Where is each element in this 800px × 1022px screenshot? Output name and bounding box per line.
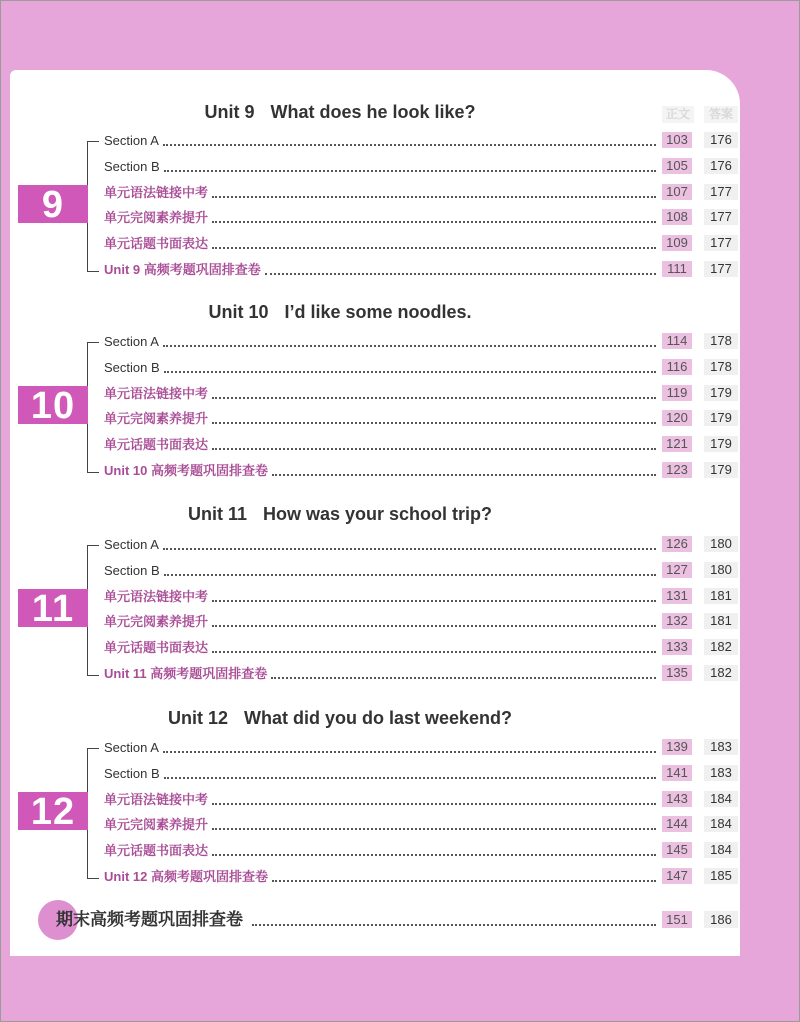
- toc-entry[interactable]: [104, 384, 744, 404]
- toc-entry[interactable]: [104, 358, 744, 378]
- unit-bracket: [87, 141, 99, 272]
- toc-entry-page[interactable]: 119: [662, 385, 692, 401]
- toc-entry-answer-page: 179: [704, 462, 738, 478]
- toc-entry[interactable]: [104, 867, 744, 887]
- toc-entry[interactable]: [104, 234, 744, 254]
- toc-entry-page[interactable]: 116: [662, 359, 692, 375]
- leader-dots: [212, 196, 656, 198]
- leader-dots: [163, 144, 656, 146]
- toc-entry-answer-page: 179: [704, 385, 738, 401]
- unit-9-badge: 9: [18, 185, 88, 223]
- leader-dots: [252, 924, 656, 926]
- leader-dots: [164, 777, 656, 779]
- toc-entry[interactable]: [104, 738, 744, 758]
- toc-entry-answer-page: 178: [704, 333, 738, 349]
- toc-entry[interactable]: [104, 332, 744, 352]
- leader-dots: [212, 854, 656, 856]
- toc-entry-page[interactable]: 105: [662, 158, 692, 174]
- toc-entry-page[interactable]: 123: [662, 462, 692, 478]
- toc-entry-label[interactable]: 单元语法链接中考: [104, 385, 209, 401]
- unit-title-text: I’d like some noodles.: [284, 302, 472, 322]
- toc-entry-page[interactable]: 121: [662, 436, 692, 452]
- leader-dots: [265, 273, 656, 275]
- toc-entry[interactable]: [104, 815, 744, 835]
- toc-entry-answer-page: 180: [704, 536, 738, 552]
- toc-entry-page[interactable]: 147: [662, 868, 692, 884]
- toc-entry-answer-page: 184: [704, 842, 738, 858]
- unit-11-title: [0, 504, 680, 525]
- unit-10-title: [0, 302, 680, 323]
- toc-entry-page[interactable]: 109: [662, 235, 692, 251]
- toc-entry[interactable]: [104, 208, 744, 228]
- leader-dots: [272, 474, 656, 476]
- toc-entry-label[interactable]: 单元完阅素养提升: [104, 614, 209, 630]
- toc-entry-page[interactable]: 141: [662, 765, 692, 781]
- toc-entry-page[interactable]: 143: [662, 791, 692, 807]
- final-exam-page[interactable]: 151: [662, 911, 692, 928]
- leader-dots: [164, 170, 656, 172]
- toc-entry-answer-page: 182: [704, 639, 738, 655]
- toc-entry-answer-page: 179: [704, 410, 738, 426]
- toc-entry-page[interactable]: 120: [662, 410, 692, 426]
- leader-dots: [163, 548, 656, 550]
- unit-bracket: [87, 545, 99, 676]
- toc-entry-answer-page: 181: [704, 588, 738, 604]
- unit-title-text: What did you do last weekend?: [243, 708, 513, 728]
- toc-entry-answer-page: 180: [704, 562, 738, 578]
- leader-dots: [271, 677, 656, 679]
- toc-entry-label[interactable]: 单元完阅素养提升: [104, 817, 209, 833]
- toc-entry-page[interactable]: 127: [662, 562, 692, 578]
- toc-entry-answer-page: 177: [704, 209, 738, 225]
- unit-11-badge: 11: [18, 589, 88, 627]
- toc-entry-answer-page: 182: [704, 665, 738, 681]
- toc-entry-label[interactable]: 单元完阅素养提升: [104, 411, 209, 427]
- toc-entry-label[interactable]: Section B: [104, 562, 160, 578]
- toc-entry-answer-page: 184: [704, 791, 738, 807]
- leader-dots: [212, 803, 656, 805]
- toc-entry-label[interactable]: Section A: [104, 133, 159, 148]
- toc-entry-page[interactable]: 103: [662, 132, 692, 148]
- leader-dots: [163, 345, 656, 347]
- toc-entry-label[interactable]: 单元语法链接中考: [104, 184, 209, 200]
- toc-entry-label[interactable]: Section A: [104, 537, 159, 552]
- toc-entry-label[interactable]: 单元话题书面表达: [104, 437, 209, 453]
- unit-title-number: Unit 10: [208, 302, 269, 322]
- toc-entry-label[interactable]: Section B: [104, 158, 160, 174]
- toc-entry[interactable]: [104, 260, 744, 280]
- unit-title-number: Unit 11: [187, 504, 247, 524]
- unit-title-text: How was your school trip?: [263, 504, 493, 524]
- toc-entry-label[interactable]: Unit 11 高频考题巩固排查卷: [104, 666, 268, 681]
- toc-entry-label[interactable]: 单元话题书面表达: [104, 843, 209, 859]
- toc-entry[interactable]: [104, 841, 744, 861]
- toc-entry-answer-page: 184: [704, 816, 738, 832]
- toc-entry-answer-page: 185: [704, 868, 738, 884]
- toc-entry-page[interactable]: 132: [662, 613, 692, 629]
- toc-entry-label[interactable]: 单元完阅素养提升: [104, 210, 209, 226]
- toc-entry[interactable]: [104, 764, 744, 784]
- toc-entry[interactable]: [104, 131, 744, 151]
- toc-entry-label[interactable]: Unit 9 高频考题巩固排查卷: [104, 262, 261, 277]
- leader-dots: [212, 625, 656, 627]
- unit-title-text: What does he look like?: [270, 102, 476, 122]
- unit-bracket: [87, 748, 99, 879]
- toc-entry-answer-page: 177: [704, 261, 738, 277]
- toc-entry-page[interactable]: 144: [662, 816, 692, 832]
- unit-title-number: Unit 12: [167, 708, 228, 728]
- toc-entry[interactable]: [104, 435, 744, 455]
- toc-entry-page[interactable]: 111: [662, 261, 692, 277]
- toc-entry-page[interactable]: 145: [662, 842, 692, 858]
- toc-entry[interactable]: [104, 638, 744, 658]
- toc-entry-answer-page: 179: [704, 436, 738, 452]
- toc-entry-label[interactable]: 单元语法链接中考: [104, 791, 209, 807]
- toc-entry-answer-page: 177: [704, 184, 738, 200]
- column-header-answers: 答案: [704, 106, 738, 123]
- toc-entry-answer-page: 176: [704, 132, 738, 148]
- leader-dots: [212, 600, 656, 602]
- toc-entry-page[interactable]: 108: [662, 209, 692, 225]
- toc-entry-page[interactable]: 133: [662, 639, 692, 655]
- toc-entry-page[interactable]: 114: [662, 333, 692, 349]
- toc-entry-page[interactable]: 135: [662, 665, 692, 681]
- toc-entry-answer-page: 176: [704, 158, 738, 174]
- toc-entry-answer-page: 178: [704, 359, 738, 375]
- final-exam-answer-page: 186: [704, 911, 738, 928]
- final-exam-label[interactable]: 期末高频考题巩固排查卷: [56, 910, 243, 929]
- leader-dots: [212, 422, 656, 424]
- toc-entry-label[interactable]: Unit 10 高频考题巩固排查卷: [104, 463, 268, 478]
- toc-entry[interactable]: [104, 157, 744, 177]
- toc-entry-label[interactable]: Section A: [104, 334, 159, 349]
- leader-dots: [212, 651, 656, 653]
- toc-entry-page[interactable]: 107: [662, 184, 692, 200]
- leader-dots: [212, 828, 656, 830]
- toc-entry[interactable]: [104, 561, 744, 581]
- leader-dots: [164, 574, 656, 576]
- toc-entry[interactable]: [104, 664, 744, 684]
- toc-entry-label[interactable]: 单元话题书面表达: [104, 640, 209, 656]
- unit-10-badge: 10: [18, 386, 88, 424]
- toc-entry-answer-page: 177: [704, 235, 738, 251]
- toc-entry-label[interactable]: Section B: [104, 765, 160, 781]
- toc-entry[interactable]: [104, 612, 744, 632]
- leader-dots: [212, 221, 656, 223]
- column-header-text: 正文: [662, 106, 694, 123]
- unit-12-title: [0, 708, 680, 729]
- leader-dots: [164, 371, 656, 373]
- toc-entry-label[interactable]: Section B: [104, 359, 160, 375]
- toc-entry-answer-page: 183: [704, 765, 738, 781]
- unit-bracket: [87, 342, 99, 473]
- toc-entry[interactable]: [104, 535, 744, 555]
- leader-dots: [212, 448, 656, 450]
- toc-entry[interactable]: [104, 183, 744, 203]
- toc-entry-label[interactable]: 单元话题书面表达: [104, 236, 209, 252]
- toc-entry-label[interactable]: Unit 12 高频考题巩固排查卷: [104, 869, 268, 884]
- leader-dots: [163, 751, 656, 753]
- toc-entry[interactable]: [104, 790, 744, 810]
- toc-entry[interactable]: [104, 587, 744, 607]
- toc-entry[interactable]: [104, 409, 744, 429]
- toc-entry-label[interactable]: 单元语法链接中考: [104, 588, 209, 604]
- leader-dots: [212, 397, 656, 399]
- toc-entry-page[interactable]: 126: [662, 536, 692, 552]
- unit-12-badge: 12: [18, 792, 88, 830]
- toc-entry-page[interactable]: 131: [662, 588, 692, 604]
- toc-entry-page[interactable]: 139: [662, 739, 692, 755]
- leader-dots: [272, 880, 656, 882]
- unit-9-title: [0, 102, 680, 123]
- unit-title-number: Unit 9: [204, 102, 255, 122]
- toc-entry-answer-page: 183: [704, 739, 738, 755]
- toc-entry[interactable]: [104, 461, 744, 481]
- leader-dots: [212, 247, 656, 249]
- toc-entry-answer-page: 181: [704, 613, 738, 629]
- toc-entry-label[interactable]: Section A: [104, 740, 159, 755]
